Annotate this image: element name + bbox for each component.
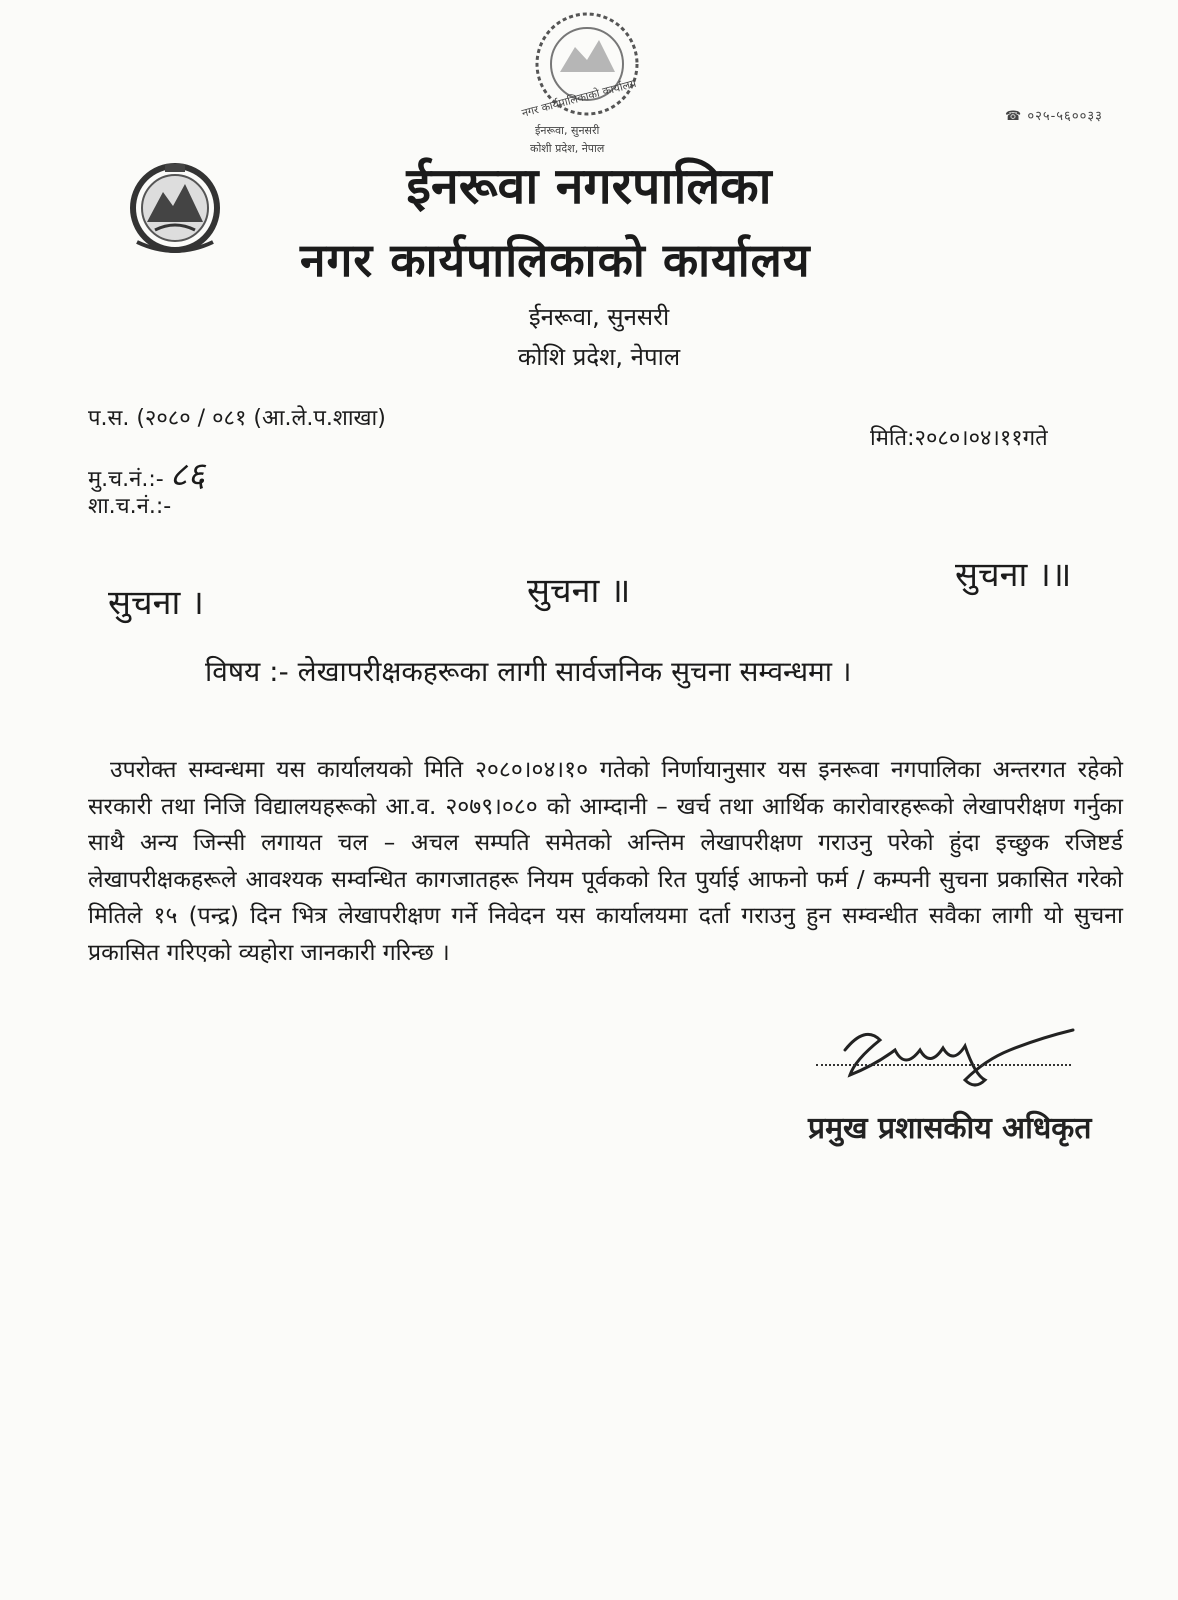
branch-dispatch-number: शा.च.नं.:- [88, 494, 172, 519]
notice-heading-3: सुचना ।॥ [955, 555, 1072, 595]
phone-number: ☎ ०२५-५६००३३ [1005, 109, 1103, 124]
office-subtitle: नगर कार्यपालिकाको कार्यालय [300, 233, 811, 287]
subject-line: विषय :- लेखापरीक्षकहरूका लागी सार्वजनिक सुचना सम्वन्धमा । [205, 655, 852, 688]
signature [825, 1020, 1075, 1095]
notice-heading-1: सुचना । [108, 583, 204, 623]
letter-reference-number: प.स. (२०८० / ०८१ (आ.ले.प.शाखा) [88, 406, 386, 431]
stamp-text-2: ईनरूवा, सुनसरी [535, 124, 600, 137]
dispatch-label: मु.च.नं.:- [88, 467, 164, 492]
dispatch-handwritten-number: ८६ [169, 455, 206, 495]
stamp-text-3: कोशी प्रदेश, नेपाल [530, 142, 605, 155]
address-line-1: ईनरूवा, सुनसरी [528, 303, 670, 331]
letter-date: मिति:२०८०।०४।११गते [870, 426, 1048, 451]
signatory-title: प्रमुख प्रशासकीय अधिकृत [808, 1111, 1092, 1146]
signature-line [816, 1064, 1071, 1066]
notice-body: उपरोक्त सम्वन्धमा यस कार्यालयको मिति २०८०।०४।१० गतेको निर्णायानुसार यस इनरूवा नगपालिका अन्तरगत रहेको सरकारी तथा निजि विद्यालयहरूको आ.व. २०७९।०८० को आम्दानी – खर्च तथा आर्थिक कारोवारहरूको लेखापरीक्षण गर्नुका साथै अन्य जिन्सी लगायत चल – अचल सम्पति समेतको अन्तिम लेखापरीक्षण गराउनु परेको हुंदा इच्छुक रजिष्टर्ड लेखापरीक्षकहरूले आवश्यक सम्वन्धित कागजातहरू नियम पूर्वकको रित पुर्याई आफनो फर्म / कम्पनी सुचना प्रकासित गरेको मितिले १५ (पन्द्र) दिन भित्र लेखापरीक्षण गर्ने निवेदन यस कार्यालयमा दर्ता गराउनु हुन सम्वन्धीत सवैका लागी यो सुचना प्रकासित गरिएको व्यहोरा जानकारी गरिन्छ । [88, 757, 1123, 966]
address-line-2: कोशि प्रदेश, नेपाल [517, 343, 681, 371]
notice-heading-2: सुचना ॥ [527, 571, 631, 611]
office-name: ईनरूवा नगरपालिका [406, 157, 772, 215]
stamp-text-1: नगर कार्यपालिकाको कार्यालय [520, 76, 638, 120]
office-stamp [495, 2, 665, 167]
